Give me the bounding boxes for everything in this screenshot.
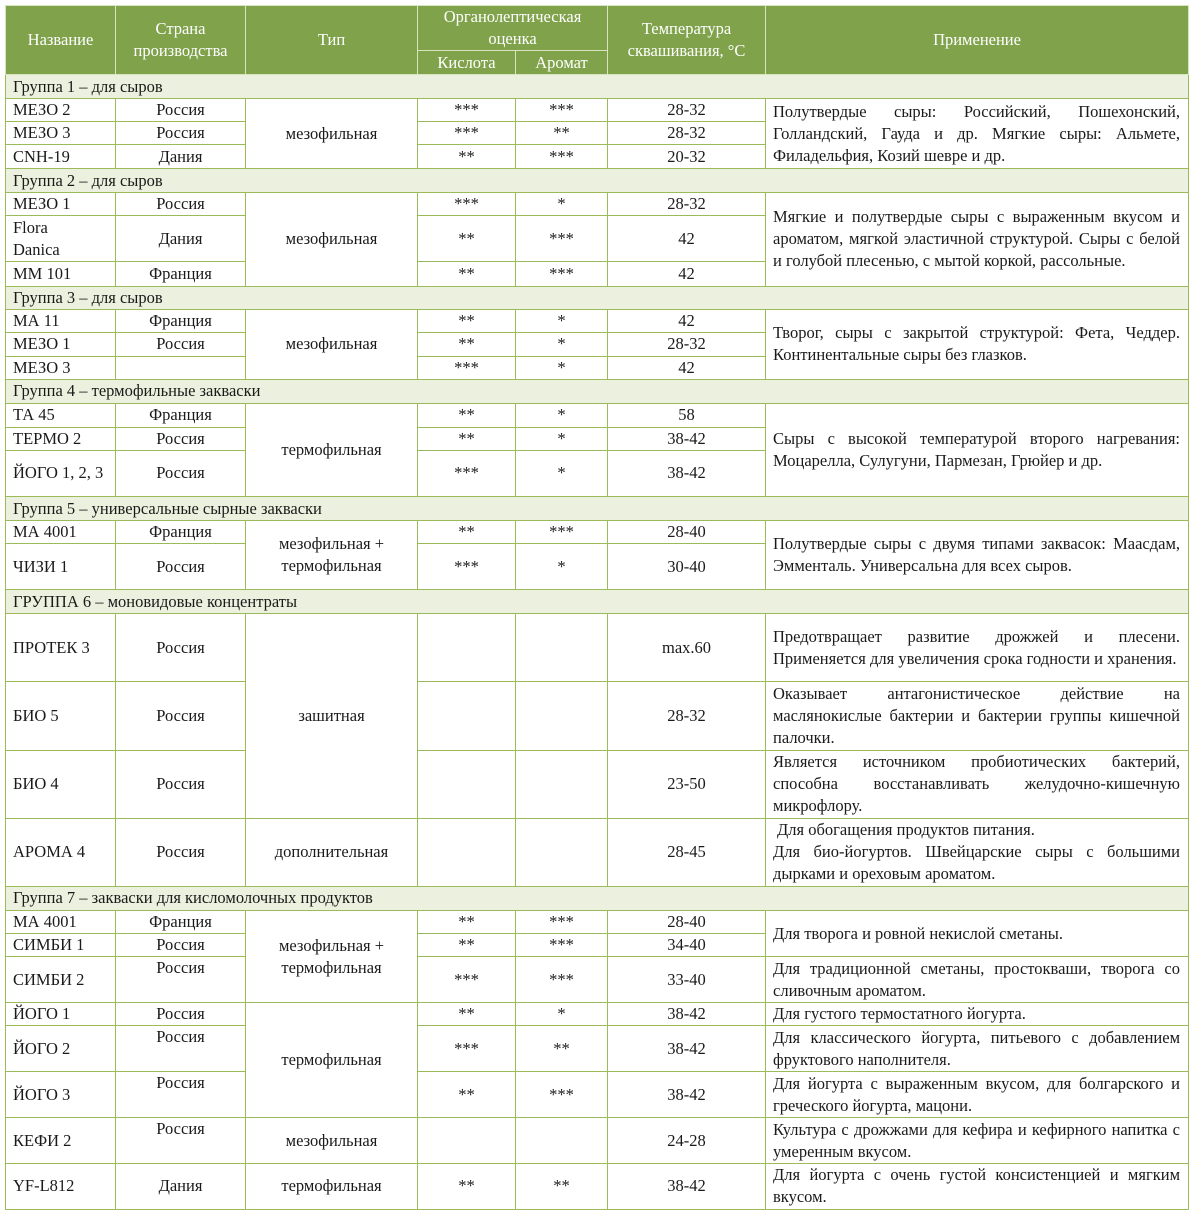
cell-temp: 20-32: [608, 145, 766, 169]
cell-temp: 28-32: [608, 682, 766, 750]
cell-name: CNH-19: [6, 145, 116, 169]
cell-country: Россия: [116, 818, 246, 886]
cell-acid: ***: [418, 356, 516, 379]
group-title: Группа 2 – для сыров: [6, 169, 1189, 193]
cell-temp: 33-40: [608, 957, 766, 1003]
cell-acid: **: [418, 521, 516, 544]
application-line: Для обогащения продуктов питания.: [777, 820, 1035, 840]
group-title: ГРУППА 6 – моновидовые концентраты: [6, 590, 1189, 614]
cell-application: Мягкие и полутвердые сыры с выраженным вкусом и ароматом, мягкой эластичной структурой. Сыры с белой и голубой плесенью, с мытой коркой, рассольные.: [766, 193, 1189, 286]
cell-name: ЙОГО 1, 2, 3: [6, 450, 116, 496]
table-row: [6, 957, 1189, 1003]
table-row: [6, 1026, 1189, 1072]
cell-application: Является источником пробиотических бактерий, способна восстанавливать желудочно-кишечную микрофлору.: [766, 750, 1189, 818]
cell-temp: 24-28: [608, 1118, 766, 1163]
group-title: Группа 1 – для сыров: [6, 75, 1189, 99]
table-row: [6, 911, 1189, 934]
cell-temp: 28-32: [608, 193, 766, 216]
cell-acid: **: [418, 427, 516, 450]
cell-temp: 38-42: [608, 427, 766, 450]
cell-country: Франция: [116, 911, 246, 934]
cell-temp: 38-42: [608, 1163, 766, 1209]
cell-acid: [418, 750, 516, 818]
cell-name: ЙОГО 1: [6, 1003, 116, 1026]
table-row: [6, 1118, 1189, 1163]
header-organoleptic: Органолептическая оценка: [418, 6, 608, 51]
cell-aroma: ***: [516, 521, 608, 544]
cell-acid: **: [418, 1163, 516, 1209]
cell-country: Россия: [116, 934, 246, 957]
group-title: Группа 3 – для сыров: [6, 286, 1189, 309]
header-name: Название: [6, 6, 116, 75]
cell-country: Россия: [116, 544, 246, 590]
header-temperature: Температура сквашивания, °С: [608, 6, 766, 75]
cell-acid: [418, 1118, 516, 1163]
cell-country: Россия: [116, 750, 246, 818]
cell-acid: **: [418, 309, 516, 332]
table-row: [6, 682, 1189, 750]
cell-aroma: **: [516, 1163, 608, 1209]
header-aroma: Аромат: [516, 51, 608, 75]
cell-temp: max.60: [608, 614, 766, 682]
cell-aroma: *: [516, 427, 608, 450]
cell-temp: 28-32: [608, 122, 766, 145]
cell-temp: 42: [608, 216, 766, 262]
cell-name: МЕЗО 3: [6, 356, 116, 379]
cell-temp: 30-40: [608, 544, 766, 590]
cell-name: БИО 4: [6, 750, 116, 818]
cell-aroma: ***: [516, 262, 608, 286]
table-row: [6, 403, 1189, 427]
cell-type: термофильная: [246, 1163, 418, 1209]
cell-temp: 38-42: [608, 1072, 766, 1118]
cell-name: АРОМА 4: [6, 818, 116, 886]
cell-aroma: ***: [516, 934, 608, 957]
cell-country: Россия: [116, 682, 246, 750]
cell-name: МА 4001: [6, 911, 116, 934]
cell-temp: 34-40: [608, 934, 766, 957]
cell-country: Дания: [116, 1163, 246, 1209]
table-row: [6, 750, 1189, 818]
cell-name: СИМБИ 2: [6, 957, 116, 1003]
cell-name: ПРОТЕК 3: [6, 614, 116, 682]
cell-name: МЕЗО 1: [6, 193, 116, 216]
cell-type: мезофильная: [246, 193, 418, 286]
cell-aroma: *: [516, 450, 608, 496]
cell-country: Франция: [116, 262, 246, 286]
cell-acid: **: [418, 403, 516, 427]
cell-application: Творог, сыры с закрытой структурой: Фета, Чеддер. Континентальные сыры без глазков.: [766, 309, 1189, 379]
cell-aroma: *: [516, 356, 608, 379]
cell-acid: ***: [418, 193, 516, 216]
cell-temp: 28-45: [608, 818, 766, 886]
cell-acid: ***: [418, 99, 516, 122]
cell-aroma: ***: [516, 99, 608, 122]
cell-type: мезофильная: [246, 309, 418, 379]
cell-name: ММ 101: [6, 262, 116, 286]
cell-acid: [418, 682, 516, 750]
cell-acid: ***: [418, 544, 516, 590]
cell-name: МЕЗО 3: [6, 122, 116, 145]
group-title: Группа 7 – закваски для кисломолочных продуктов: [6, 886, 1189, 910]
cell-type: мезофильная: [246, 99, 418, 169]
cell-temp: 38-42: [608, 1003, 766, 1026]
cell-application: Для традиционной сметаны, простокваши, творога со сливочным ароматом.: [766, 957, 1189, 1003]
cell-country: Россия: [116, 1026, 246, 1072]
cell-type: мезофильная: [246, 1118, 418, 1163]
cell-aroma: ***: [516, 216, 608, 262]
cell-name: YF-L812: [6, 1163, 116, 1209]
cell-temp: 28-32: [608, 99, 766, 122]
cell-acid: ***: [418, 1026, 516, 1072]
cell-country: Россия: [116, 193, 246, 216]
cell-acid: [418, 614, 516, 682]
cell-country: Россия: [116, 332, 246, 356]
cell-country: Россия: [116, 427, 246, 450]
cell-name: МА 11: [6, 309, 116, 332]
cell-aroma: [516, 818, 608, 886]
cell-country: Франция: [116, 403, 246, 427]
cell-temp: 23-50: [608, 750, 766, 818]
cell-temp: 42: [608, 356, 766, 379]
table-row: [6, 1072, 1189, 1118]
cell-aroma: *: [516, 403, 608, 427]
cell-aroma: *: [516, 1003, 608, 1026]
table-row: [6, 309, 1189, 332]
cell-country: Россия: [116, 614, 246, 682]
table-row: [6, 193, 1189, 216]
cell-acid: **: [418, 1072, 516, 1118]
cell-acid: [418, 818, 516, 886]
table-row: [6, 1003, 1189, 1026]
table-row: [6, 99, 1189, 122]
cell-application: Полутвердые сыры с двумя типами заквасок: Маасдам, Эмменталь. Универсальна для всех сыров.: [766, 521, 1189, 590]
cell-name: Flora Danica: [6, 216, 116, 262]
cell-aroma: ***: [516, 957, 608, 1003]
cell-acid: **: [418, 145, 516, 169]
cell-country: Россия: [116, 450, 246, 496]
cell-country: Франция: [116, 521, 246, 544]
cell-application: Оказывает антагонистическое действие на маслянокислые бактерии и бактерии группы кишечной палочки.: [766, 682, 1189, 750]
cell-aroma: [516, 614, 608, 682]
cell-temp: 28-40: [608, 911, 766, 934]
cell-acid: ***: [418, 450, 516, 496]
cell-aroma: *: [516, 309, 608, 332]
cell-aroma: [516, 750, 608, 818]
cell-country: [116, 356, 246, 379]
cell-aroma: [516, 682, 608, 750]
cell-temp: 38-42: [608, 1026, 766, 1072]
cell-temp: 28-40: [608, 521, 766, 544]
cell-country: Дания: [116, 145, 246, 169]
cell-acid: **: [418, 332, 516, 356]
cell-name: МЕЗО 1: [6, 332, 116, 356]
cell-application: [766, 818, 1189, 886]
cell-name: ЙОГО 2: [6, 1026, 116, 1072]
cell-temp: 38-42: [608, 450, 766, 496]
cell-aroma: ***: [516, 1072, 608, 1118]
cell-name: МЕЗО 2: [6, 99, 116, 122]
cell-aroma: *: [516, 193, 608, 216]
header-type: Тип: [246, 6, 418, 75]
cell-application: Для творога и ровной некислой сметаны.: [766, 911, 1189, 957]
cell-name: ЧИЗИ 1: [6, 544, 116, 590]
cell-name: ТА 45: [6, 403, 116, 427]
table-row: [6, 818, 1189, 886]
cell-type: мезофильная + термофильная: [246, 521, 418, 590]
cell-temp: 42: [608, 262, 766, 286]
cell-application: Для йогурта с выраженным вкусом, для болгарского и греческого йогурта, мацони.: [766, 1072, 1189, 1118]
cell-temp: 28-32: [608, 332, 766, 356]
cell-type: мезофильная + термофильная: [246, 911, 418, 1003]
cell-acid: **: [418, 911, 516, 934]
cell-country: Дания: [116, 216, 246, 262]
group-title: Группа 5 – универсальные сырные закваски: [6, 496, 1189, 520]
cell-name: БИО 5: [6, 682, 116, 750]
cell-application: Полутвердые сыры: Российский, Пошехонский, Голландский, Гауда и др. Мягкие сыры: Альмете, Филадельфия, Козий шевре и др.: [766, 99, 1189, 169]
cell-application: Для йогурта с очень густой консистенцией и мягким вкусом.: [766, 1163, 1189, 1209]
cell-type: термофильная: [246, 403, 418, 496]
cell-name: МА 4001: [6, 521, 116, 544]
cell-acid: ***: [418, 957, 516, 1003]
cell-application: Для классического йогурта, питьевого с добавлением фруктового наполнителя.: [766, 1026, 1189, 1072]
cell-acid: **: [418, 216, 516, 262]
cell-aroma: ***: [516, 911, 608, 934]
cell-name: ЙОГО 3: [6, 1072, 116, 1118]
cell-country: Россия: [116, 99, 246, 122]
cell-country: Россия: [116, 1003, 246, 1026]
cell-temp: 58: [608, 403, 766, 427]
cell-aroma: **: [516, 1026, 608, 1072]
application-line: Для био-йогуртов. Швейцарские сыры с большими дырками и ореховым ароматом.: [773, 842, 1181, 884]
cell-application: Культура с дрожжами для кефира и кефирного напитка с умеренным вкусом.: [766, 1118, 1189, 1163]
header-acid: Кислота: [418, 51, 516, 75]
cell-acid: **: [418, 934, 516, 957]
cell-name: КЕФИ 2: [6, 1118, 116, 1163]
table-row: [6, 521, 1189, 544]
cell-application: Для густого термостатного йогурта.: [766, 1003, 1189, 1026]
cell-aroma: *: [516, 544, 608, 590]
cell-aroma: *: [516, 332, 608, 356]
cell-country: Россия: [116, 1072, 246, 1118]
cell-type: зашитная: [246, 614, 418, 819]
cell-country: Франция: [116, 309, 246, 332]
cell-name: СИМБИ 1: [6, 934, 116, 957]
cell-acid: **: [418, 1003, 516, 1026]
group-title: Группа 4 – термофильные закваски: [6, 379, 1189, 403]
table-row: [6, 1163, 1189, 1209]
cell-application: Предотвращает развитие дрожжей и плесени. Применяется для увеличения срока годности и хранения.: [766, 614, 1189, 682]
cell-aroma: [516, 1118, 608, 1163]
cell-aroma: ***: [516, 145, 608, 169]
cell-country: Россия: [116, 1118, 246, 1163]
cell-application: Сыры с высокой температурой второго нагревания: Моцарелла, Сулугуни, Пармезан, Грюйер и др.: [766, 403, 1189, 496]
cell-acid: ***: [418, 122, 516, 145]
cell-country: Россия: [116, 122, 246, 145]
header-country: Страна производства: [116, 6, 246, 75]
starter-cultures-table: [5, 5, 1189, 1210]
cell-temp: 42: [608, 309, 766, 332]
cell-country: Россия: [116, 957, 246, 1003]
cell-name: ТЕРМО 2: [6, 427, 116, 450]
header-application: Применение: [766, 6, 1189, 75]
table-row: [6, 614, 1189, 682]
cell-type: термофильная: [246, 1003, 418, 1118]
cell-acid: **: [418, 262, 516, 286]
cell-aroma: **: [516, 122, 608, 145]
cell-type: дополнительная: [246, 818, 418, 886]
